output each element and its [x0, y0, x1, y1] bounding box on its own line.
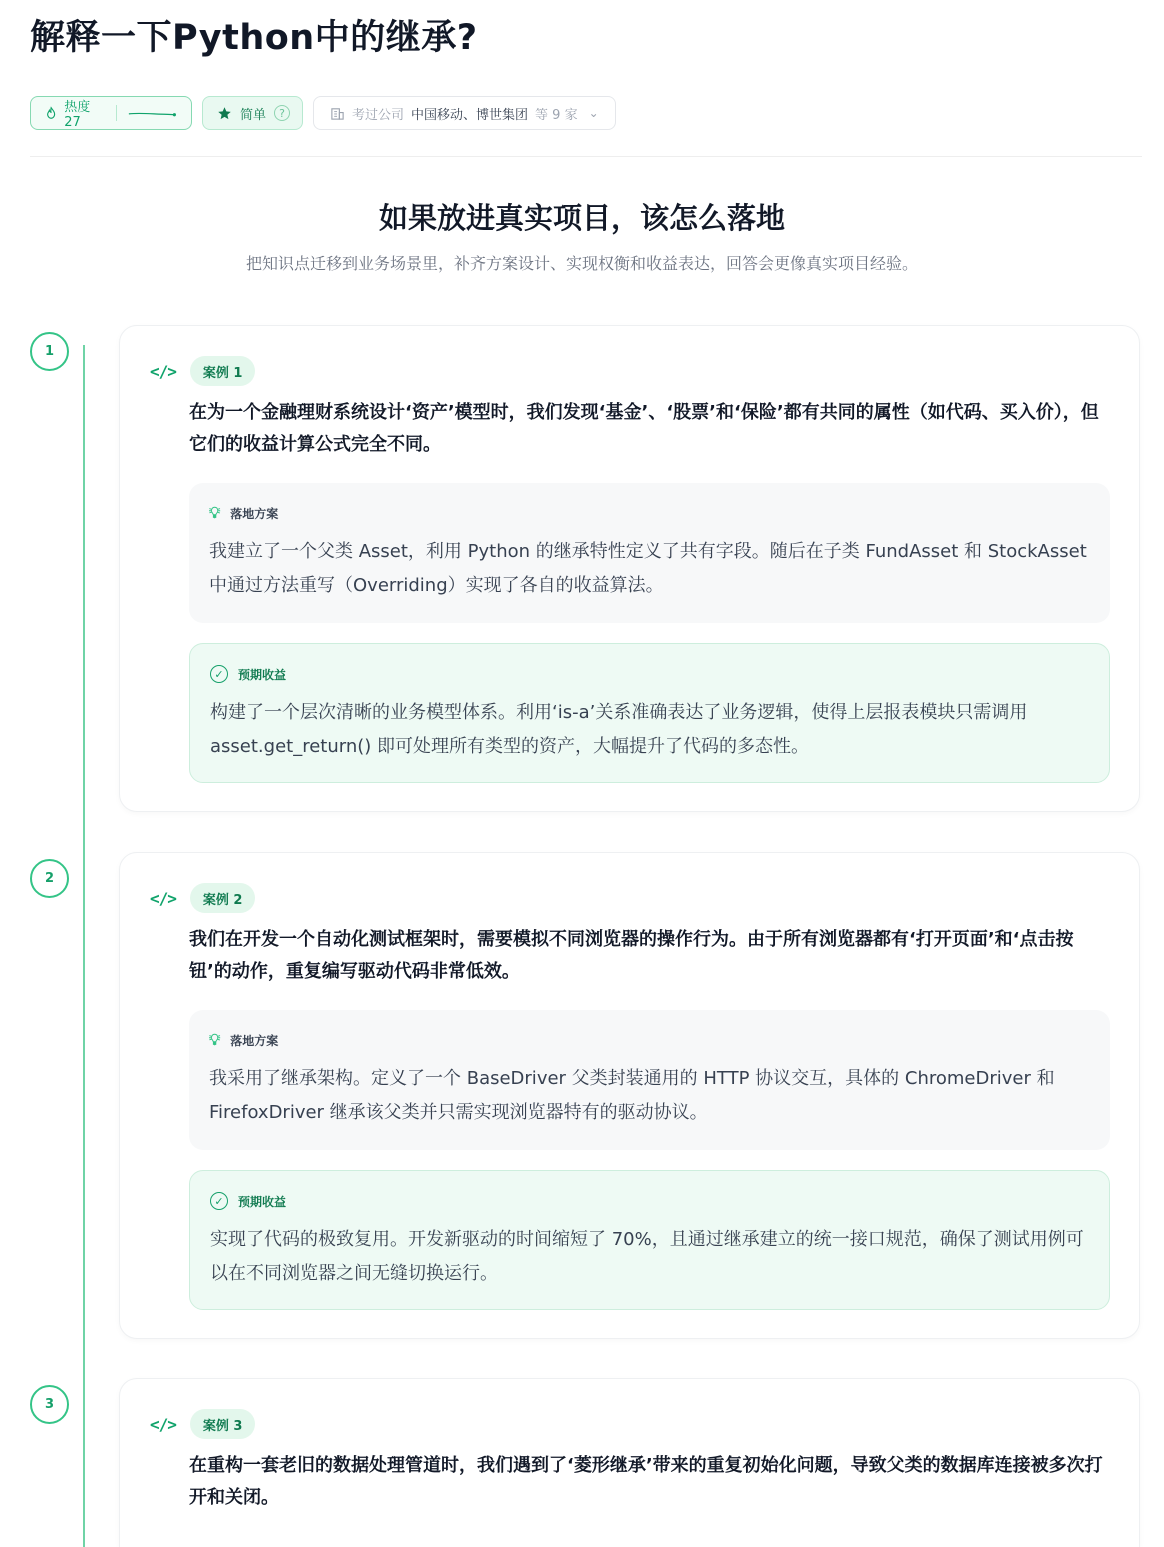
plan-box — [189, 1010, 1110, 1150]
lightbulb-icon: 💡︎ — [209, 503, 221, 522]
difficulty-pill[interactable] — [202, 96, 303, 130]
case-question: 在为一个金融理财系统设计‘资产’模型时，我们发现‘基金’、‘股票’和‘保险’都有共同的属性（如代码、买入价），但它们的收益计算公式完全不同。 — [189, 402, 1099, 455]
companies-names: 中国移动、博世集团 — [411, 107, 529, 123]
heat-separator — [116, 105, 117, 121]
gain-text: 实现了代码的极致复用。开发新驱动的时间缩短了 70%，且通过继承建立的统一接口规范，确保了测试用例可以在不同浏览器之间无缝切换运行。 — [210, 1229, 1084, 1284]
plan-label — [209, 501, 1090, 525]
case-card-1 — [119, 325, 1140, 812]
case-badge: 案例 1 — [190, 356, 256, 386]
chevron-down-icon[interactable]: ⌄ — [588, 106, 599, 120]
case-header — [150, 1409, 255, 1439]
case-card-3 — [119, 1378, 1140, 1547]
section-subtitle: 把知识点迁移到业务场景里，补齐方案设计、实现权衡和收益表达，回答会更像真实项目经验。 — [245, 254, 918, 273]
companies-pill[interactable] — [313, 96, 616, 130]
step-marker-3: 3 — [30, 1385, 69, 1424]
step-marker-2: 2 — [30, 859, 69, 898]
gain-box — [189, 643, 1110, 783]
plan-label-text: 落地方案 — [230, 1033, 279, 1048]
help-icon[interactable]: ? — [274, 105, 290, 121]
heat-pill[interactable] — [30, 96, 192, 130]
meta-row — [30, 96, 616, 130]
case-header — [150, 356, 255, 386]
header-divider — [30, 156, 1142, 157]
lightbulb-icon: 💡︎ — [209, 1030, 221, 1049]
gain-box — [189, 1170, 1110, 1310]
building-icon — [330, 106, 345, 121]
heat-trend-sparkline — [128, 108, 177, 118]
star-icon — [217, 106, 232, 121]
gain-label-text: 预期收益 — [238, 1194, 287, 1209]
step-marker-1: 1 — [30, 332, 69, 371]
gain-label — [210, 1189, 1089, 1213]
code-icon: </> — [150, 361, 176, 381]
gain-text: 构建了一个层次清晰的业务模型体系。利用‘is-a’关系准确表达了业务逻辑，使得上层报表模块只需调用 asset.get_return() 即可处理所有类型的资产，大幅提升了代码的多态性。 — [210, 702, 1028, 757]
companies-prefix: 考过公司 — [352, 107, 405, 123]
case-question: 在重构一套老旧的数据处理管道时，我们遇到了‘菱形继承’带来的重复初始化问题，导致父类的数据库连接被多次打开和关闭。 — [189, 1455, 1103, 1508]
case-badge: 案例 2 — [190, 883, 256, 913]
case-card-2 — [119, 852, 1140, 1339]
case-badge: 案例 3 — [190, 1409, 256, 1439]
check-circle-icon: ✓ — [210, 1192, 228, 1210]
page-title: 解释一下Python中的继承? — [30, 18, 478, 58]
section-title: 如果放进真实项目，该怎么落地 — [378, 201, 785, 235]
code-icon: </> — [150, 1414, 176, 1434]
heat-label: 热度 27 — [64, 100, 91, 130]
case-question: 我们在开发一个自动化测试框架时，需要模拟不同浏览器的操作行为。由于所有浏览器都有‘打开页面’和‘点击按钮’的动作，重复编写驱动代码非常低效。 — [189, 929, 1074, 982]
plan-label — [209, 1028, 1090, 1052]
flame-icon — [45, 106, 57, 120]
timeline-line — [83, 345, 85, 1547]
gain-label — [210, 662, 1089, 686]
gain-label-text: 预期收益 — [238, 667, 287, 682]
plan-box — [189, 483, 1110, 623]
plan-text: 我采用了继承架构。定义了一个 BaseDriver 父类封装通用的 HTTP 协议交互，具体的 ChromeDriver 和 FirefoxDriver 继承该父类并只需实现浏览器特有的驱动协议。 — [209, 1068, 1055, 1123]
plan-text: 我建立了一个父类 Asset，利用 Python 的继承特性定义了共有字段。随后在子类 FundAsset 和 StockAsset 中通过方法重写（Overriding）实现了各自的收益算法。 — [209, 541, 1087, 596]
companies-count: 等 9 家 — [535, 107, 578, 123]
difficulty-label: 简单 — [240, 107, 267, 123]
check-circle-icon: ✓ — [210, 665, 228, 683]
plan-label-text: 落地方案 — [230, 506, 279, 521]
code-icon: </> — [150, 888, 176, 908]
case-header — [150, 883, 255, 913]
